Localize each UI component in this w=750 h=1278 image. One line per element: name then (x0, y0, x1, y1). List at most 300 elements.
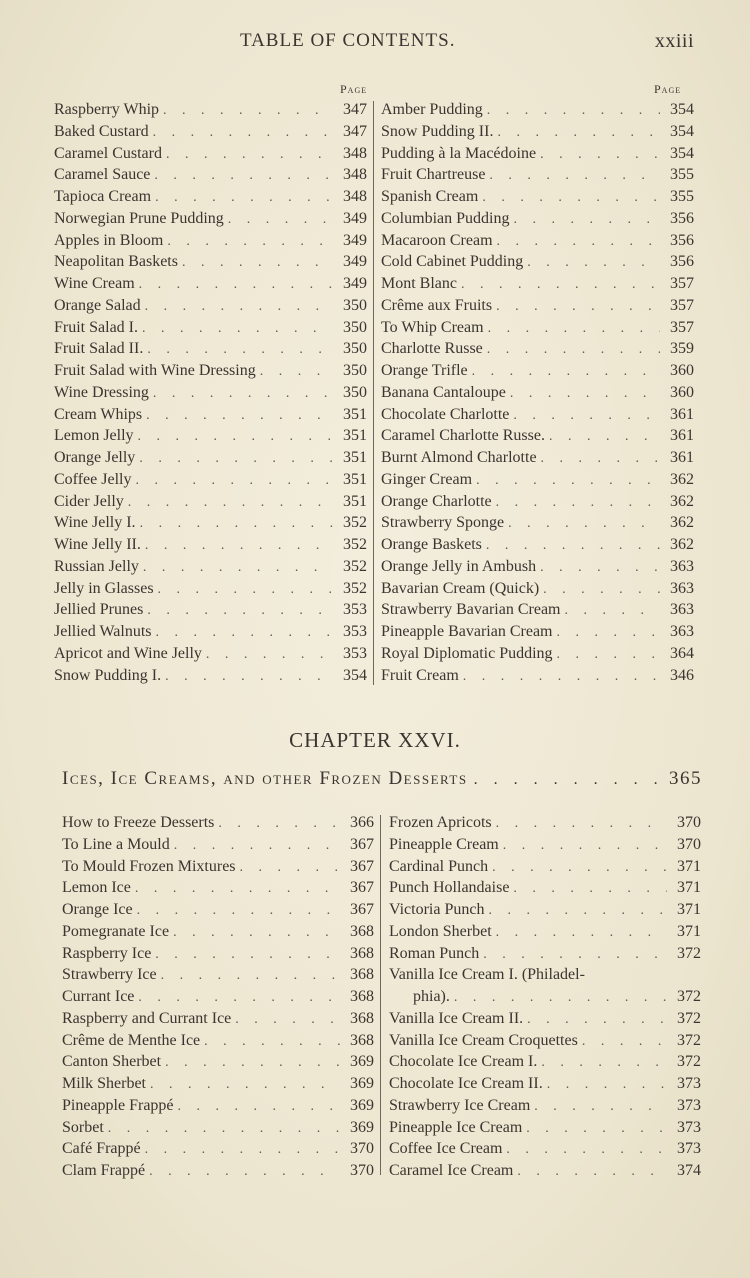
toc-entry-title: Coffee Ice Cream (389, 1140, 503, 1158)
section-heading-page: 365 (669, 768, 702, 789)
toc-entry (54, 643, 367, 665)
toc-entry-title: Burnt Almond Charlotte (381, 449, 537, 466)
toc-entry-page: 353 (343, 601, 367, 619)
toc-entry-page: 348 (343, 144, 367, 162)
toc-entry-page: 346 (670, 666, 694, 684)
section-heading (62, 768, 702, 796)
toc-entry (62, 1051, 374, 1073)
toc-entry-title: Sorbet (62, 1118, 104, 1136)
toc-entry-page: 349 (343, 209, 367, 227)
toc-entry-page: 368 (350, 988, 374, 1005)
toc-entry-page: 364 (670, 644, 694, 662)
toc-entry (389, 834, 701, 856)
toc-entry-title: Lemon Jelly (54, 427, 134, 445)
toc-entry-page: 362 (670, 492, 694, 510)
toc-entry-title: Wine Dressing (54, 383, 149, 401)
toc-entry-title: Snow Pudding I. (54, 666, 162, 684)
toc-entry-title: To Mould Frozen Mixtures (62, 857, 236, 875)
toc-entry-title: Baked Custard (54, 122, 149, 140)
toc-entry-page: 351 (343, 405, 367, 423)
leader-dots (487, 339, 660, 361)
toc-entry (54, 556, 367, 578)
toc-entry (381, 578, 694, 600)
toc-entry-page: 350 (343, 362, 367, 379)
leader-dots (228, 209, 333, 231)
toc-entry-page: 362 (670, 470, 694, 488)
leader-dots (153, 122, 333, 144)
toc-entry-title: Pineapple Frappé (62, 1096, 174, 1114)
leader-dots (145, 1139, 340, 1161)
running-head (0, 30, 750, 56)
toc-entry-title: Orange Ice (62, 901, 133, 918)
leader-dots (135, 470, 333, 492)
toc-entry-page: 369 (350, 1075, 374, 1092)
toc-entry-title: Pineapple Bavarian Cream (381, 623, 553, 640)
toc-entry (54, 295, 367, 317)
leader-dots (541, 1052, 667, 1074)
toc-entry-title: London Sherbet (389, 922, 492, 940)
page-number: xxiii (654, 30, 694, 52)
toc-entry-title: Neapolitan Baskets (54, 253, 178, 271)
toc-entry-page: 368 (350, 944, 374, 962)
toc-entry-page: 367 (350, 879, 374, 897)
leader-dots (503, 835, 667, 857)
toc-entry-title: Orange Charlotte (381, 492, 492, 510)
toc-entry (54, 164, 367, 186)
leader-dots (139, 448, 333, 470)
toc-entry-title: Crême aux Fruits (381, 296, 493, 314)
toc-entry (381, 599, 694, 621)
toc-entry-title: Mont Blanc (381, 275, 457, 292)
toc-entry-title: Crême de Menthe Ice (62, 1031, 201, 1049)
page-column-label: Page (654, 82, 682, 96)
toc-entry (54, 447, 367, 469)
leader-dots (146, 405, 333, 427)
toc-entry (54, 143, 367, 165)
toc-entry-title: Orange Trifle (381, 362, 468, 379)
toc-entry-title: Amber Pudding (381, 101, 483, 118)
toc-entry (54, 208, 367, 230)
leader-dots (540, 144, 660, 166)
leader-dots (496, 813, 667, 835)
toc-entry-title: Canton Sherbet (62, 1053, 162, 1071)
leader-dots (163, 100, 333, 122)
toc-entry (389, 1138, 701, 1160)
toc-entry (54, 469, 367, 491)
toc-entry-title: Frozen Apricots (389, 814, 492, 831)
toc-entry-page: 374 (677, 1162, 701, 1179)
toc-entry-title: Spanish Cream (381, 188, 479, 205)
toc-entry-title: Banana Cantaloupe (381, 383, 506, 401)
toc-entry (389, 1073, 701, 1095)
toc-entry-page: 353 (343, 644, 367, 662)
toc-entry (62, 1008, 374, 1030)
toc-entry-title: Pineapple Ice Cream (389, 1118, 523, 1136)
toc-entry (381, 447, 694, 469)
leader-dots (474, 771, 663, 789)
toc-column-left (62, 812, 374, 1182)
toc-entry (381, 425, 694, 447)
toc-entry-title: Raspberry and Currant Ice (62, 1009, 232, 1027)
toc-entry-page: 363 (670, 557, 694, 575)
toc-entry-page: 370 (350, 1140, 374, 1158)
toc-entry-page: 349 (343, 231, 367, 249)
toc-entry (389, 856, 701, 878)
leader-dots (534, 1096, 667, 1118)
toc-entry (389, 1051, 701, 1073)
toc-entry (54, 621, 367, 643)
toc-entry-title: Cider Jelly (54, 492, 124, 510)
page-column-label: Page (340, 82, 368, 96)
toc-entry-page: 367 (350, 857, 374, 875)
toc-entry-page: 350 (343, 383, 367, 401)
toc-entry-page: 354 (343, 666, 367, 684)
toc-entry-page: 355 (670, 188, 694, 205)
leader-dots (139, 274, 333, 296)
toc-entry-page: 353 (343, 623, 367, 640)
leader-dots (145, 535, 333, 557)
toc-entry-page: 371 (677, 857, 701, 875)
leader-dots (482, 187, 660, 209)
toc-entry-title: Jelly in Glasses (54, 579, 154, 597)
toc-entry-page: 356 (670, 209, 694, 227)
toc-entry-page: 351 (343, 427, 367, 445)
toc-entry-page: 372 (677, 1009, 701, 1027)
toc-entry (62, 877, 374, 899)
toc-entry-title: Vanilla Ice Cream II. (389, 1009, 524, 1027)
leader-dots (472, 361, 660, 383)
toc-entry-page: 363 (670, 623, 694, 640)
toc-entry (62, 1160, 374, 1182)
leader-dots (486, 535, 660, 557)
toc-entry (54, 251, 367, 273)
toc-entry (381, 121, 694, 143)
toc-entry-page: 354 (670, 122, 694, 140)
leader-dots (492, 857, 667, 879)
leader-dots (147, 600, 333, 622)
leader-dots (156, 622, 333, 644)
toc-entry (389, 1095, 701, 1117)
toc-entry (54, 338, 367, 360)
toc-entry (62, 964, 374, 986)
toc-entry-page: 372 (677, 944, 701, 962)
leader-dots (182, 252, 333, 274)
toc-entry (389, 877, 701, 899)
toc-entry-title: Victoria Punch (389, 901, 485, 918)
leader-dots (488, 318, 660, 340)
leader-dots (513, 209, 660, 231)
leader-dots (526, 1118, 667, 1140)
leader-dots (547, 1074, 667, 1096)
leader-dots (461, 274, 660, 296)
toc-entry-page: 354 (670, 144, 694, 162)
toc-entry (389, 1008, 701, 1030)
toc-entry-title: Pineapple Cream (389, 835, 499, 853)
toc-entry-page: 363 (670, 601, 694, 619)
toc-entry-page: 368 (350, 922, 374, 940)
leader-dots (178, 1096, 340, 1118)
toc-entry-title: Apples in Bloom (54, 231, 164, 249)
leader-dots (513, 878, 667, 900)
toc-entry (381, 512, 694, 534)
leader-dots (138, 987, 340, 1009)
toc-entry-title: Orange Jelly (54, 449, 136, 466)
toc-entry (381, 317, 694, 339)
toc-entry-page: 357 (670, 296, 694, 314)
leader-dots (138, 426, 333, 448)
leader-dots (549, 426, 660, 448)
toc-entry-page: 368 (350, 1009, 374, 1027)
leader-dots (508, 513, 660, 535)
leader-dots (527, 1009, 667, 1031)
leader-dots (137, 900, 340, 922)
toc-entry (389, 921, 701, 943)
toc-entry (389, 1030, 701, 1052)
toc-entry-page: 349 (343, 253, 367, 271)
leader-dots (153, 383, 333, 405)
leader-dots (135, 878, 340, 900)
toc-column-left (54, 99, 367, 686)
toc-entry (381, 273, 694, 295)
toc-entry-title: Vanilla Ice Cream Croquettes (389, 1031, 578, 1049)
leader-dots (488, 900, 667, 922)
toc-column-right (381, 99, 694, 686)
toc-entry-title: Raspberry Ice (62, 944, 152, 962)
toc-entry-title: Wine Jelly I. (54, 514, 136, 532)
toc-entry-title: Tapioca Cream (54, 188, 152, 205)
toc-entry-page: 350 (343, 318, 367, 336)
toc-entry-title: Lemon Ice (62, 879, 131, 897)
toc-entry-page: 361 (670, 405, 694, 423)
leader-dots (497, 122, 660, 144)
toc-entry (381, 469, 694, 491)
leader-dots (158, 579, 333, 601)
toc-entry-title: Chocolate Ice Cream I. (389, 1053, 538, 1071)
toc-entry-title: Fruit Salad I. (54, 318, 138, 336)
toc-entry (62, 986, 374, 1008)
toc-entry (62, 812, 374, 834)
toc-entry (62, 899, 374, 921)
toc-entry-page: 373 (677, 1075, 701, 1092)
toc-entry-title: Fruit Salad with Wine Dressing (54, 362, 256, 379)
toc-entry-title: Ginger Cream (381, 470, 473, 488)
leader-dots (161, 965, 340, 987)
leader-dots (557, 622, 661, 644)
toc-entry-page: 370 (677, 814, 701, 831)
toc-entry (62, 1095, 374, 1117)
toc-entry-title: Punch Hollandaise (389, 879, 510, 897)
toc-entry-title: Roman Punch (389, 944, 480, 962)
toc-entry-page: 372 (677, 988, 701, 1005)
toc-entry-page: 359 (670, 340, 694, 358)
leader-dots (128, 492, 333, 514)
toc-entry (381, 164, 694, 186)
toc-entry-page: 355 (670, 166, 694, 184)
toc-entry-page: 351 (343, 492, 367, 510)
chapter-title: CHAPTER XXVI. (289, 728, 461, 752)
toc-entry-page: 347 (343, 122, 367, 140)
toc-entry-title: Cream Whips (54, 405, 143, 423)
leader-dots (260, 361, 333, 383)
toc-entry-title: Apricot and Wine Jelly (54, 644, 202, 662)
toc-entry-page: 367 (350, 835, 374, 853)
toc-entry (62, 856, 374, 878)
toc-entry (54, 230, 367, 252)
leader-dots (582, 1031, 667, 1053)
toc-entry (381, 338, 694, 360)
toc-entry-page: 352 (343, 514, 367, 532)
toc-entry-title: Caramel Charlotte Russe. (381, 427, 545, 445)
toc-entry (54, 599, 367, 621)
toc-entry-title: Columbian Pudding (381, 209, 510, 227)
toc-entry-page: 354 (670, 101, 694, 118)
toc-entry-page: 357 (670, 318, 694, 336)
toc-entry-page: 368 (350, 966, 374, 984)
leader-dots (497, 231, 660, 253)
toc-entry (54, 121, 367, 143)
toc-entry-page: 362 (670, 536, 694, 553)
toc-entry (381, 491, 694, 513)
toc-entry (54, 273, 367, 295)
toc-entry-page: 361 (670, 427, 694, 445)
toc-entry-title: Caramel Custard (54, 144, 162, 162)
toc-entry-title: Fruit Salad II. (54, 340, 144, 358)
leader-dots (513, 405, 660, 427)
toc-entry-title: How to Freeze Desserts (62, 814, 215, 831)
leader-dots (506, 1139, 667, 1161)
toc-entry-title: Caramel Ice Cream (389, 1162, 514, 1179)
leader-dots (150, 1074, 340, 1096)
leader-dots (218, 813, 340, 835)
toc-entry-page: 371 (677, 922, 701, 940)
column-divider (380, 815, 381, 1175)
toc-entry-page: 361 (670, 449, 694, 466)
toc-entry (389, 899, 701, 921)
toc-entry-title: Cold Cabinet Pudding (381, 253, 524, 271)
toc-entry-title: Strawberry Bavarian Cream (381, 601, 561, 619)
toc-entry (381, 621, 694, 643)
toc-entry-title: Cardinal Punch (389, 857, 489, 875)
toc-entry (54, 425, 367, 447)
toc-entry (389, 1117, 701, 1139)
toc-entry-title: Vanilla Ice Cream I. (Philadel- (389, 966, 585, 984)
leader-dots (149, 1161, 340, 1183)
toc-entry (389, 986, 701, 1008)
leader-dots (541, 448, 660, 470)
toc-entry-page: 370 (677, 835, 701, 853)
running-title: TABLE OF CONTENTS. (240, 30, 456, 51)
toc-entry-title: Strawberry Sponge (381, 514, 505, 532)
toc-entry (381, 556, 694, 578)
toc-entry-title: phia). (413, 988, 450, 1005)
toc-entry (389, 964, 701, 986)
toc-entry-title: Orange Baskets (381, 536, 482, 553)
toc-entry-title: Bavarian Cream (Quick) (381, 579, 540, 597)
leader-dots (145, 296, 333, 318)
leader-dots (517, 1161, 667, 1183)
leader-dots (496, 296, 660, 318)
leader-dots (557, 644, 660, 666)
toc-entry-page: 348 (343, 188, 367, 205)
toc-entry-page: 367 (350, 901, 374, 918)
leader-dots (140, 513, 333, 535)
toc-entry (54, 186, 367, 208)
toc-entry-page: 356 (670, 253, 694, 271)
leader-dots (174, 835, 340, 857)
toc-entry-title: Orange Jelly in Ambush (381, 557, 537, 575)
toc-entry-page: 372 (677, 1031, 701, 1049)
leader-dots (235, 1009, 340, 1031)
toc-entry-page: 370 (350, 1162, 374, 1179)
toc-entry (389, 943, 701, 965)
leader-dots (142, 318, 333, 340)
toc-entry (381, 382, 694, 404)
toc-entry-page: 356 (670, 231, 694, 249)
toc-entry-page: 368 (350, 1031, 374, 1049)
leader-dots (165, 666, 333, 688)
toc-entry (381, 643, 694, 665)
leader-dots (143, 557, 333, 579)
toc-column-right (389, 812, 701, 1182)
toc-entry-title: Jellied Prunes (54, 601, 144, 619)
leader-dots (204, 1031, 340, 1053)
toc-entry (381, 665, 694, 687)
toc-entry-title: Chocolate Ice Cream II. (389, 1075, 543, 1092)
leader-dots (165, 1052, 340, 1074)
leader-dots (206, 644, 333, 666)
toc-entry-page: 347 (343, 101, 367, 118)
leader-dots (108, 1118, 340, 1140)
leader-dots (173, 922, 340, 944)
toc-entry-title: Strawberry Ice Cream (389, 1096, 531, 1114)
toc-entry-page: 362 (670, 514, 694, 532)
toc-entry (54, 360, 367, 382)
toc-entry-page: 348 (343, 166, 367, 184)
toc-entry-page: 369 (350, 1096, 374, 1114)
toc-entry (381, 360, 694, 382)
leader-dots (154, 165, 333, 187)
toc-entry (381, 404, 694, 426)
toc-entry-page: 372 (677, 1053, 701, 1071)
toc-entry (381, 143, 694, 165)
toc-entry-title: Norwegian Prune Pudding (54, 209, 224, 227)
toc-entry (54, 491, 367, 513)
toc-entry (54, 534, 367, 556)
toc-entry-title: Strawberry Ice (62, 966, 157, 984)
toc-entry-title: Russian Jelly (54, 557, 139, 575)
toc-entry-title: To Line a Mould (62, 835, 170, 853)
toc-entry-page: 363 (670, 579, 694, 597)
toc-entry-page: 352 (343, 536, 367, 553)
toc-entry-title: Royal Diplomatic Pudding (381, 644, 553, 662)
toc-entry (54, 317, 367, 339)
toc-entry-page: 350 (343, 296, 367, 314)
toc-entry (381, 295, 694, 317)
toc-entry-title: Fruit Chartreuse (381, 166, 486, 184)
toc-entry-page: 369 (350, 1118, 374, 1136)
leader-dots (496, 922, 667, 944)
toc-entry (54, 665, 367, 687)
leader-dots (454, 987, 667, 1009)
toc-entry-page: 349 (343, 275, 367, 292)
section-heading-text: Ices, Ice Creams, and other Frozen Desserts (62, 768, 468, 789)
toc-entry-title: Café Frappé (62, 1140, 141, 1158)
toc-entry-title: Chocolate Charlotte (381, 405, 510, 423)
column-divider (373, 101, 374, 685)
leader-dots (543, 579, 660, 601)
toc-entry (62, 834, 374, 856)
toc-entry (381, 230, 694, 252)
